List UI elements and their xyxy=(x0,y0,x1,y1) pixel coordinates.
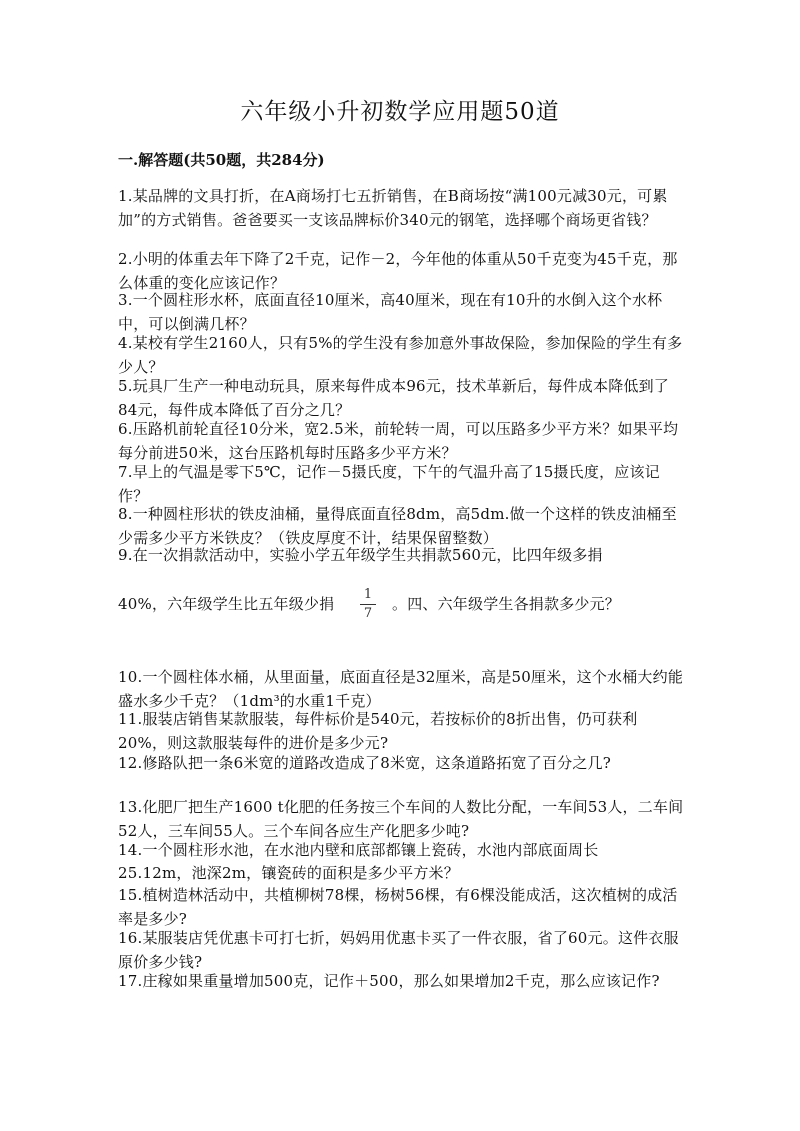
question-11: 11.服装店销售某款服装，每件标价是540元，若按标价的8折出售，仍可获利20%，则这款服装每件的进价是多少元? xyxy=(118,710,638,752)
section-heading: 一.解答题(共50题，共284分) xyxy=(118,151,325,169)
question-3: 3.一个圆柱形水杯，底面直径10厘米，高40厘米，现在有10升的水倒入这个水杯中，可以倒满几杯？ xyxy=(118,291,663,333)
question-5: 5.玩具厂生产一种电动玩具，原来每件成本96元，技术革新后，每件成本降低到了84元，每件成本降低了百分之几？ xyxy=(118,377,670,419)
question-8: 8.一种圆柱形状的铁皮油桶，量得底面直径8dm，高5dm.做一个这样的铁皮油桶至少需多少平方米铁皮？（铁皮厚度不计，结果保留整数） xyxy=(118,505,677,547)
question-9-line-2-start: 40%，六年级学生比五年级少捐 xyxy=(118,595,335,613)
question-14-line-1: 14.一个圆柱形水池，在水池内壁和底部都镶上瓷砖，水池内部底面周长 xyxy=(118,841,599,859)
fraction-denominator: 7 xyxy=(363,606,373,621)
question-1: 1.某品牌的文具打折，在A商场打七五折销售，在B商场按“满100元减30元，可累加”的方式销售。爸爸要买一支该品牌标价340元的钢笔，选择哪个商场更省钱？ xyxy=(118,187,668,229)
question-17: 17.庄稼如果重量增加500克，记作＋500，那么如果增加2千克，那么应该记作? xyxy=(118,972,660,990)
question-12: 12.修路队把一条6米宽的道路改造成了8米宽，这条道路拓宽了百分之几? xyxy=(118,754,611,772)
question-10: 10.一个圆柱体水桶，从里面量，底面直径是32厘米，高是50厘米，这个水桶大约能盛水多少千克？（1dm³的水重1千克） xyxy=(118,668,684,710)
question-7: 7.早上的气温是零下5℃，记作－5摄氏度，下午的气温升高了15摄氏度，应该记作？ xyxy=(118,463,660,505)
fraction-bar xyxy=(360,604,376,605)
fraction-numerator: 1 xyxy=(363,587,373,602)
question-15: 15.植树造林活动中，共植柳树78棵，杨树56棵，有6棵没能成活，这次植树的成活率是多少? xyxy=(118,886,678,928)
question-13: 13.化肥厂把生产1600 t化肥的任务按三个车间的人数比分配，一车间53人，二车间52人，三车间55人。三个车间各应生产化肥多少吨? xyxy=(118,798,684,840)
question-6: 6.压路机前轮直径10分米，宽2.5米，前轮转一周，可以压路多少平方米？如果平均每分前进50米，这台压路机每时压路多少平方米？ xyxy=(118,420,679,462)
question-9-line-1: 9.在一次捐款活动中，实验小学五年级学生共捐款560元，比四年级多捐 xyxy=(118,546,603,564)
question-2: 2.小明的体重去年下降了2千克，记作－2，今年他的体重从50千克变为45千克，那么体重的变化应该记作？ xyxy=(118,250,678,292)
question-4: 4.某校有学生2160人，只有5%的学生没有参加意外事故保险，参加保险的学生有多少人？ xyxy=(118,334,683,376)
fraction-one-seventh xyxy=(358,588,378,621)
question-9-line-2-end: 。四、六年级学生各捐款多少元？ xyxy=(392,595,621,613)
question-14-line-2: 25.12m，池深2m，镶瓷砖的面积是多少平方米？ xyxy=(118,864,459,882)
question-16: 16.某服装店凭优惠卡可打七折，妈妈用优惠卡买了一件衣服，省了60元。这件衣服原价多少钱? xyxy=(118,929,679,971)
page-title: 六年级小升初数学应用题50道 xyxy=(240,99,560,125)
